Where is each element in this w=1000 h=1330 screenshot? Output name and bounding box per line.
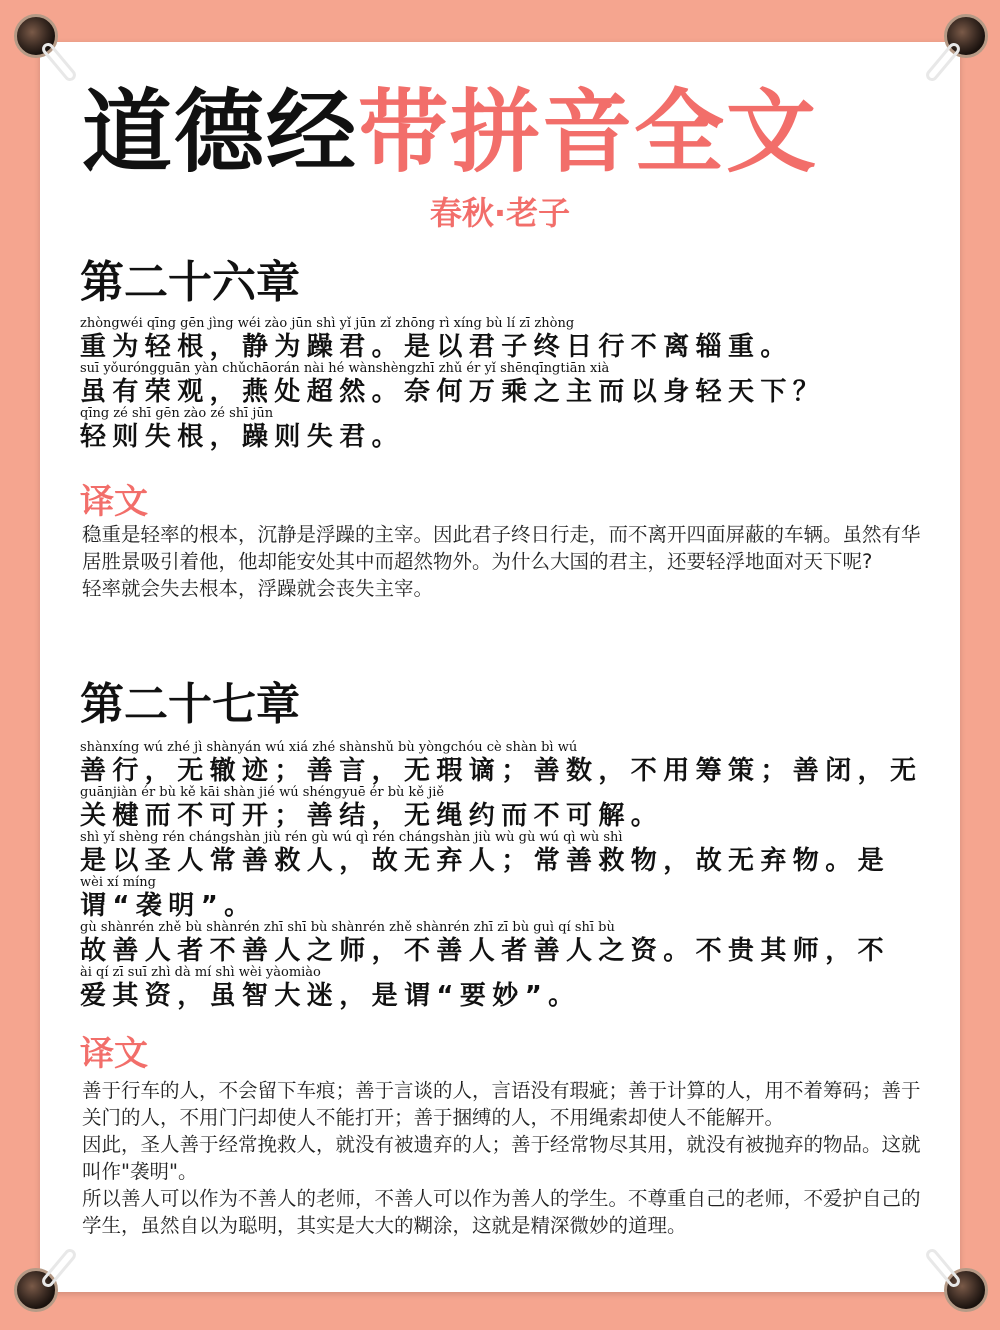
hanzi-line: 谓“袭明”。 <box>80 891 257 921</box>
hanzi-line: 重为轻根，静为躁君。是以君子终日行不离辎重。 <box>80 332 793 362</box>
translation-paragraph: 稳重是轻率的根本，沉静是浮躁的主宰。因此君子终日行走，而不离开四面屏蔽的车辆。虽然有华居胜景吸引着他，他却能安处其中而超然物外。为什么大国的君主，还要轻浮地面对天下呢? <box>82 523 921 573</box>
chapter-text <box>80 740 930 1010</box>
text-line <box>80 875 930 920</box>
hanzi-line: 关楗而不可开；善结，无绳约而不可解。 <box>80 801 664 831</box>
text-line <box>80 965 930 1010</box>
pinyin-line: shì yǐ shèng rén chángshàn jiù rén gù wú qì rén chángshàn jiù wù gù wú qì wù shì <box>80 830 623 845</box>
pinyin-line: gù shànrén zhě bù shànrén zhī shī bù shànrén zhě shànrén zhī zī bù guì qí shī bù <box>80 920 615 935</box>
text-line <box>80 830 930 875</box>
hanzi-line: 爱其资，虽智大迷，是谓“要妙”。 <box>80 981 581 1011</box>
translation-heading: 译文 <box>80 1034 148 1074</box>
pinyin-line: zhòngwéi qīng gēn jìng wéi zào jūn shì yǐ jūn zǐ zhōng rì xíng bù lí zī zhòng <box>80 316 575 331</box>
hanzi-line: 善行，无辙迹；善言，无瑕谪；善数，不用筹策；善闭，无 <box>80 756 923 786</box>
translation-heading: 译文 <box>80 482 148 522</box>
text-line <box>80 316 930 361</box>
chapter-text <box>80 316 930 451</box>
translation-paragraph: 善于行车的人，不会留下车痕；善于言谈的人，言语没有瑕疵；善于计算的人，用不着筹码；善于关门的人，不用门闩却使人不能打开；善于捆缚的人，不用绳索却使人不能解开。 <box>82 1079 921 1129</box>
translation-paragraph: 轻率就会失去根本，浮躁就会丧失主宰。 <box>82 577 434 600</box>
pinyin-line: ài qí zī suī zhì dà mí shì wèi yàomiào <box>80 965 321 980</box>
translation-paragraph: 所以善人可以作为不善人的老师，不善人可以作为善人的学生。不尊重自己的老师，不爱护自己的学生，虽然自以为聪明，其实是大大的糊涂，这就是精深微妙的道理。 <box>82 1187 921 1237</box>
chapter-heading: 第二十七章 <box>80 679 300 730</box>
text-line <box>80 361 930 406</box>
text-line <box>80 406 930 451</box>
hanzi-line: 故善人者不善人之师，不善人者善人之资。不贵其师，不 <box>80 936 891 966</box>
pinyin-line: shànxíng wú zhé jì shànyán wú xiá zhé shànshǔ bù yòngchóu cè shàn bì wú <box>80 740 578 755</box>
pinyin-line: suī yǒuróngguān yàn chǔchāorán nài hé wànshèngzhī zhǔ ér yǐ shēnqīngtiān xià <box>80 361 610 376</box>
hanzi-line: 轻则失根，躁则失君。 <box>80 422 405 452</box>
author-subtitle: 春秋·老子 <box>429 194 571 232</box>
pinyin-line: guānjiàn ér bù kě kāi shàn jié wú shéngyuē ér bù kě jiě <box>80 785 445 800</box>
text-line <box>80 785 930 830</box>
title-part-red: 带拼音全文 <box>358 80 818 185</box>
title-part-black: 道德经 <box>82 80 358 185</box>
pinyin-line: wèi xí míng <box>80 875 156 890</box>
translation-text <box>82 521 927 602</box>
chapter-heading: 第二十六章 <box>80 257 300 308</box>
hanzi-line: 虽有荣观，燕处超然。奈何万乘之主而以身轻天下？ <box>80 377 826 407</box>
text-line <box>80 920 930 965</box>
pinyin-line: qīng zé shī gēn zào zé shī jūn <box>80 406 274 421</box>
translation-text <box>82 1077 927 1239</box>
page-title <box>82 78 942 188</box>
text-line <box>80 740 930 785</box>
hanzi-line: 是以圣人常善救人，故无弃人；常善救物，故无弃物。是 <box>80 846 891 876</box>
translation-paragraph: 因此，圣人善于经常挽救人，就没有被遗弃的人；善于经常物尽其用，就没有被抛弃的物品。这就叫作"袭明"。 <box>82 1133 921 1183</box>
